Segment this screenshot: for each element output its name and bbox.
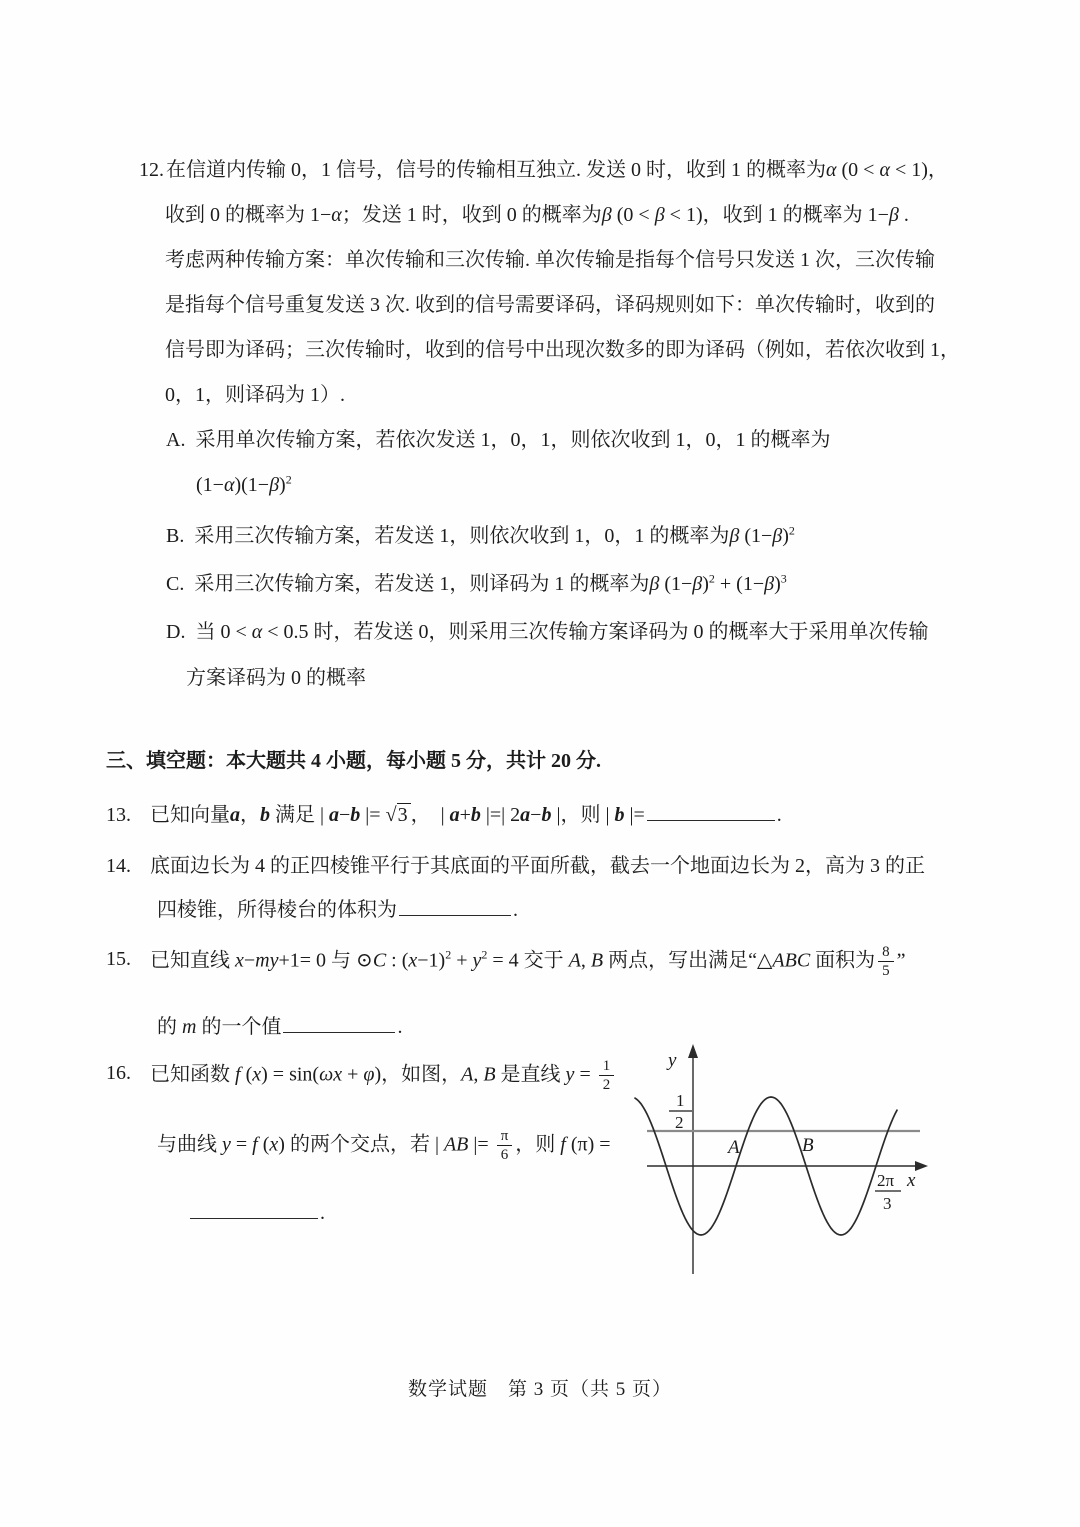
q14-line-1: 底面边长为 4 的正四棱锥平行于其底面的平面所截，截去一个地面边长为 2，高为 3 的正 xyxy=(150,855,925,877)
q15-line-1: 已知直线 x−my+1= 0 与 ⊙C : $(x-1)^2 + y^2 = 4$ 交于 A, B 两点，写出满足“△ABC 面积为 $\frac{8}{5}$ ” xyxy=(150,944,906,979)
q16-line-2: 与曲线 y = f (x) 的两个交点，若 | AB |= $\frac{\pi}{6}$ ，则 f (π) = xyxy=(157,1128,611,1163)
q16-number: 16. xyxy=(106,1062,131,1084)
q12-line-2: 收到 0 的概率为 1−α；发送 1 时，收到 0 的概率为β (0 < β < 1)，收到 1 的概率为 1−β . xyxy=(165,204,909,226)
q14-number: 14. xyxy=(106,855,131,877)
half-label-denominator: 2 xyxy=(675,1113,684,1132)
q13-number: 13. xyxy=(106,804,131,826)
section-3-header: 三、填空题：本大题共 4 小题，每小题 5 分，共计 20 分. xyxy=(106,750,601,772)
q12-number: 12. xyxy=(139,159,164,181)
q12-line-5: 信号即为译码；三次传输时，收到的信号中出现次数多的即为译码（例如，若依次收到 1， xyxy=(165,339,960,361)
x-tick-denominator: 3 xyxy=(883,1194,892,1213)
q15-number: 15. xyxy=(106,948,131,970)
q15-line-2: 的 m 的一个值 . xyxy=(157,1016,403,1038)
q13-text: 已知向量a，b 满足 | a−b |= √3 ， | a+b |=| 2a−b |，则 | b |= . xyxy=(150,804,782,826)
q16-line-3: . xyxy=(188,1198,325,1228)
y-axis-label: y xyxy=(668,1050,677,1071)
q12-line-4: 是指每个信号重复发送 3 次. 收到的信号需要译码，译码规则如下：单次传输时，收到的 xyxy=(165,294,935,316)
q12-option-b: B. 采用三次传输方案，若发送 1，则依次收到 1，0，1 的概率为β $(1-\beta)^2$ xyxy=(166,523,795,547)
q12-option-d-line-2: 方案译码为 0 的概率 xyxy=(186,667,366,689)
y-axis-arrow-icon xyxy=(688,1044,698,1058)
page-footer: 数学试题 第 3 页（共 5 页） xyxy=(407,1379,672,1400)
q12-line-3: 考虑两种传输方案：单次传输和三次传输. 单次传输是指每个信号只发送 1 次，三次传输 xyxy=(165,249,935,271)
q12-line-6: 0，1，则译码为 1）. xyxy=(165,384,345,406)
half-label-numerator: 1 xyxy=(676,1091,685,1110)
q12-line-1: 在信道内传输 0，1 信号，信号的传输相互独立. 发送 0 时，收到 1 的概率为α (0 < α < 1)， xyxy=(166,159,948,181)
x-axis-label: x xyxy=(907,1170,916,1191)
q14-line-2: 四棱锥，所得棱台的体积为 . xyxy=(157,899,518,921)
q12-option-c: C. 采用三次传输方案，若发送 1，则译码为 1 的概率为β $(1-\beta)^2 + (1-\beta)^3$ xyxy=(166,571,787,595)
point-b-label: B xyxy=(802,1135,814,1156)
q12-option-a-formula: $(1-\alpha)(1-\beta)^2$ xyxy=(196,472,292,496)
x-tick-numerator: 2π xyxy=(877,1171,895,1190)
q12-option-a: A. 采用单次传输方案，若依次发送 1，0，1，则依次收到 1，0，1 的概率为 xyxy=(166,429,831,451)
q16-line-1: 已知函数 f (x) = sin(ωx + φ)，如图，A, B 是直线 y = $\frac{1}{2}$ xyxy=(150,1058,617,1094)
point-a-label: A xyxy=(728,1137,740,1158)
x-axis-arrow-icon xyxy=(915,1161,928,1171)
q12-option-d: D. 当 0 < α < 0.5 时，若发送 0，则采用三次传输方案译码为 0 的概率大于采用单次传输 xyxy=(166,621,929,643)
sine-graph-figure xyxy=(616,1036,936,1278)
